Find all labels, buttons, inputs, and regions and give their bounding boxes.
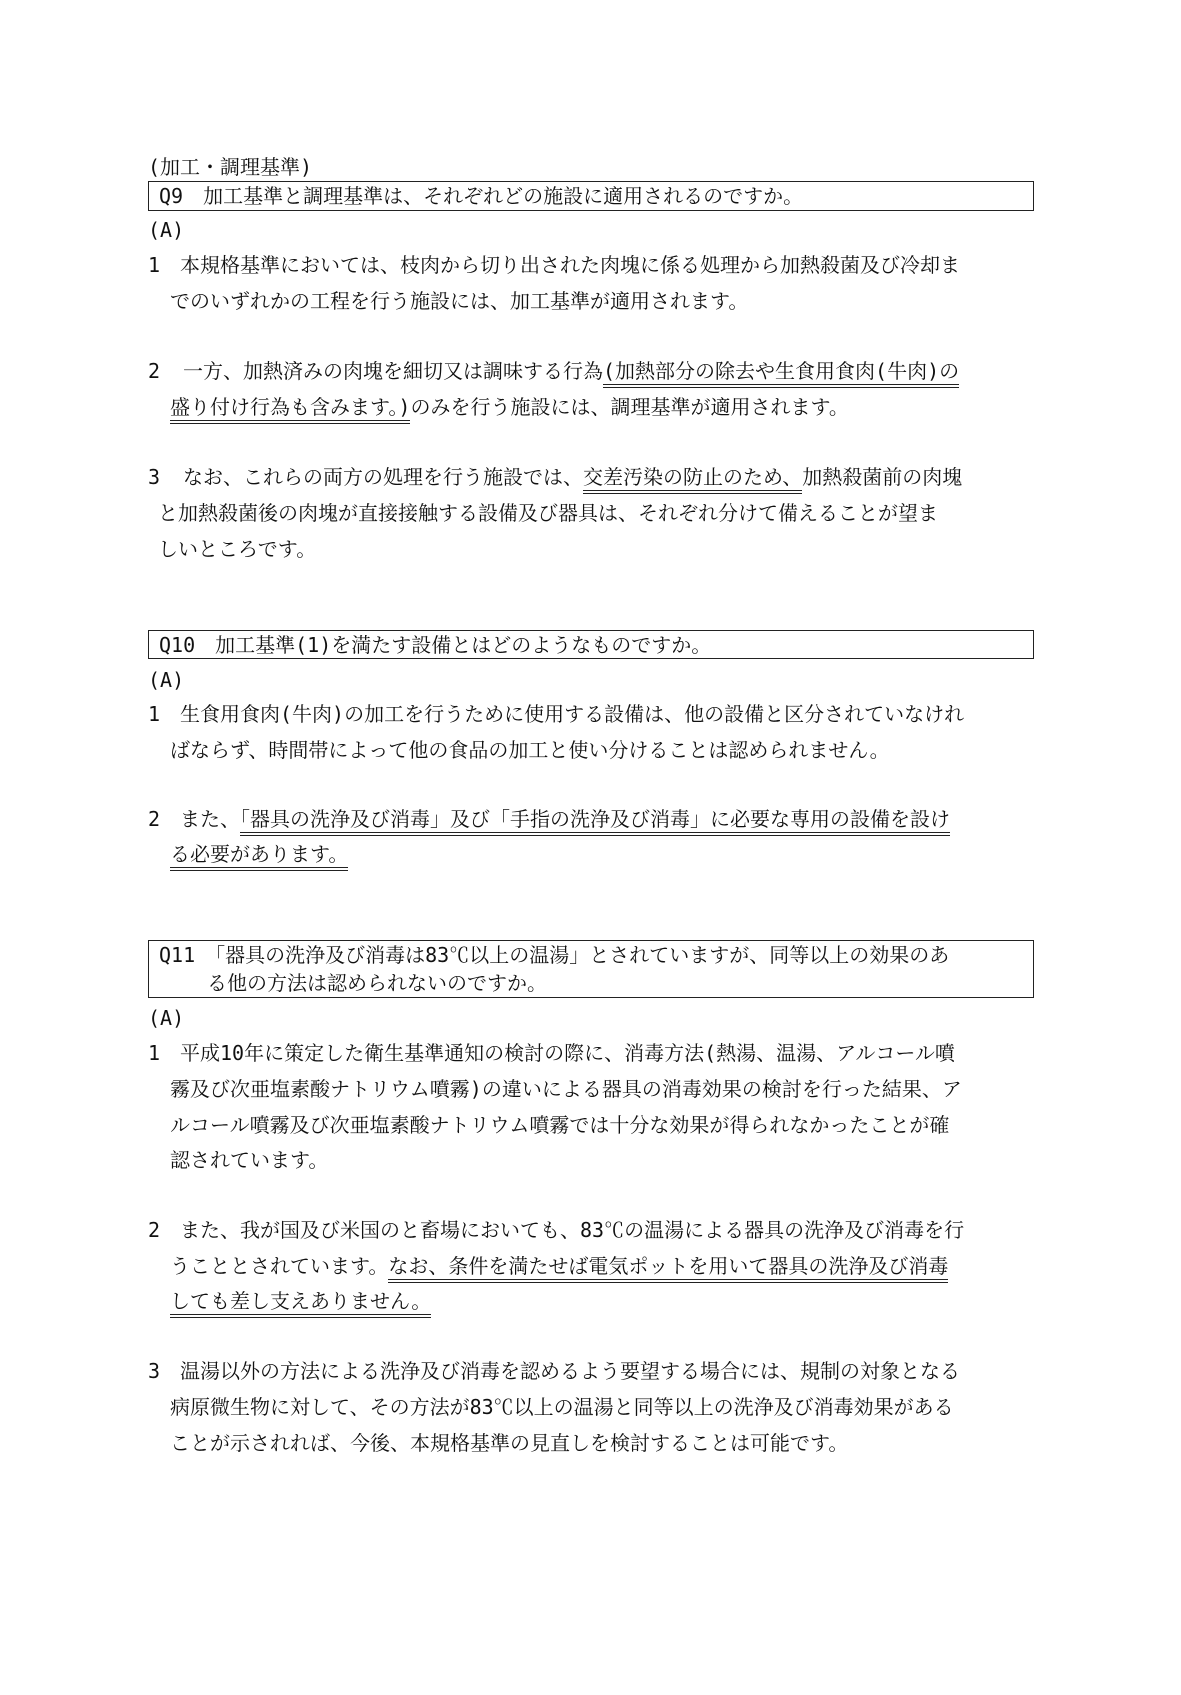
q9-item-3-text-b: 加熱殺菌前の肉塊	[802, 465, 963, 489]
q11-item-3-line-3: ことが示されれば、今後、本規格基準の見直しを検討することは可能です。	[170, 1431, 849, 1455]
q10-item-2-number: 2	[148, 807, 161, 831]
q11-item-2-text: うこととされています。	[170, 1254, 389, 1278]
q9-question: Q9 加工基準と調理基準は、それぞれどの施設に適用されるのですか。	[159, 184, 804, 208]
q9-item-2-number: 2	[148, 359, 161, 383]
q10-item-2-line-1	[180, 808, 950, 830]
q9-item-1-number: 1	[148, 253, 161, 277]
q9-item-3-line-2: と加熱殺菌後の肉塊が直接接触する設備及び器具は、それぞれ分けて備えることが望ま	[158, 501, 938, 525]
q11-item-3-line-1: 温湯以外の方法による洗浄及び消毒を認めるよう要望する場合には、規制の対象となる	[180, 1359, 960, 1383]
q9-item-3-line-3: しいところです。	[158, 537, 317, 561]
q9-question-box	[148, 181, 1034, 211]
q10-item-1-line-2: ばならず、時間帯によって他の食品の加工と使い分けることは認められません。	[170, 738, 890, 762]
q10-question: Q10 加工基準(1)を満たす設備とはどのようなものですか。	[159, 633, 712, 657]
q10-question-box	[148, 630, 1034, 659]
q11-item-2-line-2	[170, 1255, 948, 1277]
q11-item-2-underlined-text: なお、条件を満たせば電気ポットを用いて器具の洗浄及び消毒	[388, 1254, 948, 1283]
q11-item-1-line-2: 霧及び次亜塩素酸ナトリウム噴霧)の違いによる器具の消毒効果の検討を行った結果、ア	[170, 1077, 962, 1101]
q10-item-1-number: 1	[148, 702, 161, 726]
q9-item-1-line-2: でのいずれかの工程を行う施設には、加工基準が適用されます。	[170, 289, 749, 313]
q11-question-line-1: Q11 「器具の洗浄及び消毒は83℃以上の温湯」とされていますが、同等以上の効果のあ	[159, 943, 950, 967]
q9-item-3-underlined-text: 交差汚染の防止のため、	[583, 465, 802, 494]
q11-item-2-line-1: また、我が国及び米国のと畜場においても、83℃の温湯による器具の洗浄及び消毒を行	[180, 1218, 965, 1242]
q9-item-2-underlined-text: (加熱部分の除去や生食用食肉(牛肉)の	[603, 359, 959, 388]
q9-item-2-line-1	[183, 360, 959, 382]
q11-item-1-number: 1	[148, 1041, 161, 1065]
section-heading: (加工・調理基準)	[148, 155, 313, 179]
q11-answer-label: (A)	[148, 1006, 185, 1030]
q9-item-2-text: 一方、加熱済みの肉塊を細切又は調味する行為	[183, 359, 603, 383]
q11-item-2-line-3	[170, 1290, 431, 1312]
q9-item-3-line-1	[183, 466, 962, 488]
q9-item-3-text-a: なお、これらの両方の処理を行う施設では、	[183, 465, 583, 489]
q11-item-1-line-3: ルコール噴霧及び次亜塩素酸ナトリウム噴霧では十分な効果が得られなかったことが確	[170, 1113, 950, 1137]
q11-item-3-number: 3	[148, 1359, 161, 1383]
q11-question-box	[148, 940, 1034, 998]
q10-item-2-underlined-text-cont: る必要があります。	[170, 842, 348, 871]
q11-item-1-line-4: 認されています。	[170, 1148, 329, 1172]
q9-item-1-line-1: 本規格基準においては、枝肉から切り出された肉塊に係る処理から加熱殺菌及び冷却ま	[180, 253, 960, 277]
q10-item-2-underlined-text: 「器具の洗浄及び消毒」及び「手指の洗浄及び消毒」に必要な専用の設備を設け	[240, 807, 950, 836]
q9-item-2-text-cont: のみを行う施設には、調理基準が適用されます。	[410, 395, 849, 419]
q10-item-2-text: また、	[180, 807, 240, 831]
q11-item-2-number: 2	[148, 1218, 161, 1242]
q10-item-2-line-2	[170, 843, 348, 865]
q9-item-2-line-2	[170, 396, 849, 418]
q11-item-3-line-2: 病原微生物に対して、その方法が83℃以上の温湯と同等以上の洗浄及び消毒効果がある	[170, 1395, 954, 1419]
q11-item-1-line-1: 平成10年に策定した衛生基準通知の検討の際に、消毒方法(熱湯、温湯、アルコール噴	[180, 1041, 955, 1065]
q9-item-2-underlined-text-cont: 盛り付け行為も含みます。)	[170, 395, 410, 424]
q11-question-line-2: る他の方法は認められないのですか。	[207, 971, 547, 995]
q10-item-1-line-1: 生食用食肉(牛肉)の加工を行うために使用する設備は、他の設備と区分されていなけれ	[180, 702, 965, 726]
q9-item-3-number: 3	[148, 465, 161, 489]
q9-answer-label: (A)	[148, 218, 185, 242]
q11-item-2-underlined-text-cont: しても差し支えありません。	[170, 1289, 431, 1318]
q10-answer-label: (A)	[148, 668, 185, 692]
